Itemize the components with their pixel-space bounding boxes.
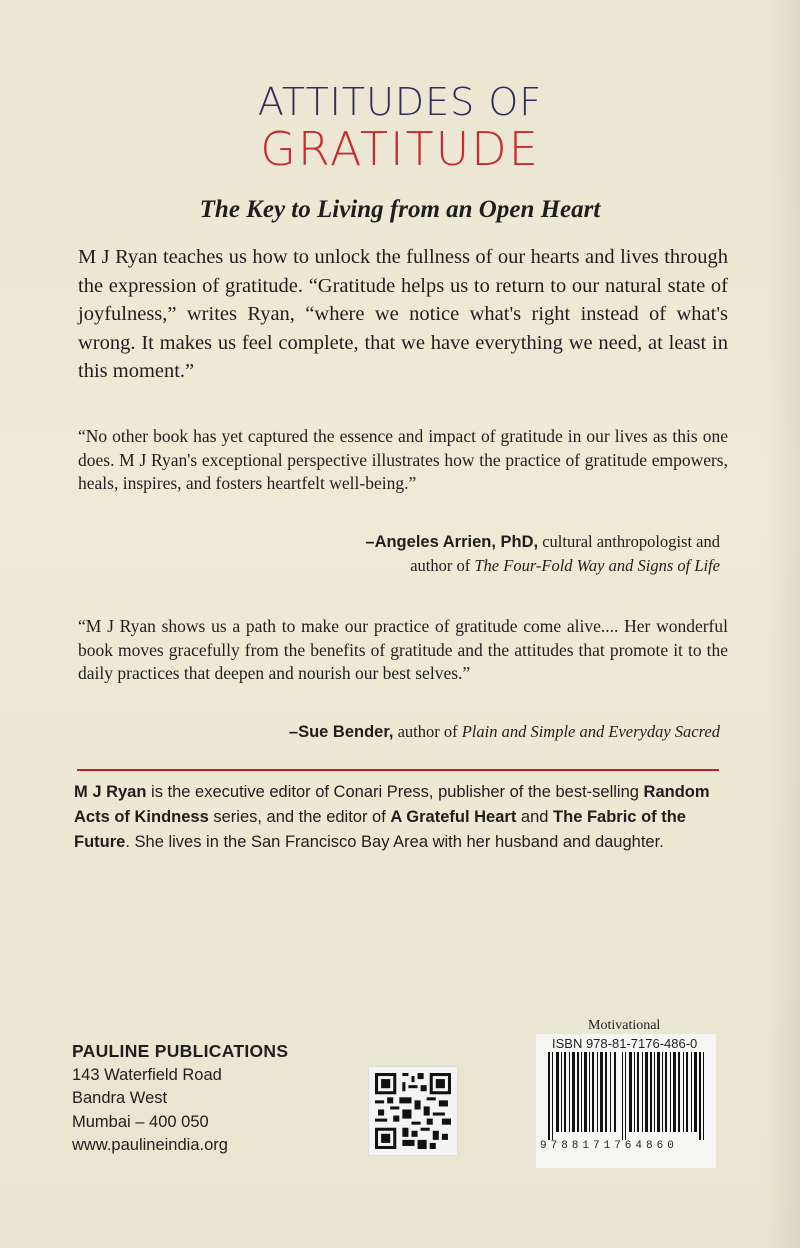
quote-2-attribution [289,720,720,744]
cover-edge-shadow [766,0,800,1248]
qr-code-graphic [375,1073,451,1149]
quote-2-works: Plain and Simple and Everyday Sacred [461,722,720,741]
qr-code [368,1066,458,1156]
genre-label: Motivational [588,1018,661,1033]
bio-name: M J Ryan [74,783,147,801]
quote-1-role: cultural anthropologist and [542,532,720,551]
subtitle: The Key to Living from an Open Heart [199,196,601,223]
bio-text-1: is the executive editor of Conari Press, publisher of the best-selling [151,783,639,801]
quote-1-name: –Angeles Arrien, PhD, [365,533,539,551]
quote-2-prefix: author of [397,722,458,741]
bio-series: Random Acts of Kindness [74,783,710,826]
publisher-block [72,1040,288,1158]
divider-rule [77,769,719,771]
publisher-address-2: Bandra West [72,1089,168,1107]
publisher-address-3: Mumbai – 400 050 [72,1112,209,1131]
author-bio [74,780,728,855]
bio-text-4: . She lives in the San Francisco Bay Area with her husband and daughter. [125,833,664,851]
publisher-address-1: 143 Waterfield Road [72,1065,222,1084]
bio-book-2: The Fabric of the Future [74,808,686,851]
isbn-text: ISBN 978-81-7176-486-0 [552,1036,698,1051]
quote-1-attribution [365,530,720,578]
publisher-name: PAULINE PUBLICATIONS [72,1041,289,1061]
barcode-graphic [544,1052,708,1140]
quote-2-name: –Sue Bender, [288,723,394,741]
intro-paragraph: M J Ryan teaches us how to unlock the fullness of our hearts and lives through the expression of gratitude. “Gratitude helps us to return to our natural state of joyfulness,” writes Ryan, “where we notice what's right instead of what's wrong. It makes us feel complete, that we have everything we need, at least in this moment.” [78,246,728,382]
bio-text-2: series, and the editor of [213,808,386,826]
title-line-1: ATTITUDES OF [257,80,543,124]
quote-1-text: “No other book has yet captured the essence and impact of gratitude in our lives as this one does. M J Ryan's exceptional perspective illustrates how the practice of gratitude empowers, heals, inspires, and fosters heartfelt well-being.” [78,426,728,493]
title-line-2: GRATITUDE [260,122,540,176]
bio-text-3: and [520,808,549,826]
bio-book-1: A Grateful Heart [390,808,517,826]
quote-2-text: “M J Ryan shows us a path to make our practice of gratitude come alive.... Her wonderful book moves gracefully from the benefits of gratitude and the attitudes that promote it to the daily practices that deepen and nourish our best selves.” [78,616,728,683]
barcode-digits: 9788171764860 [540,1140,678,1152]
quote-1-works: The Four-Fold Way and Signs of Life [474,556,720,575]
publisher-website: www.paulineindia.org [72,1136,228,1154]
quote-1-prefix: author of [410,556,471,575]
